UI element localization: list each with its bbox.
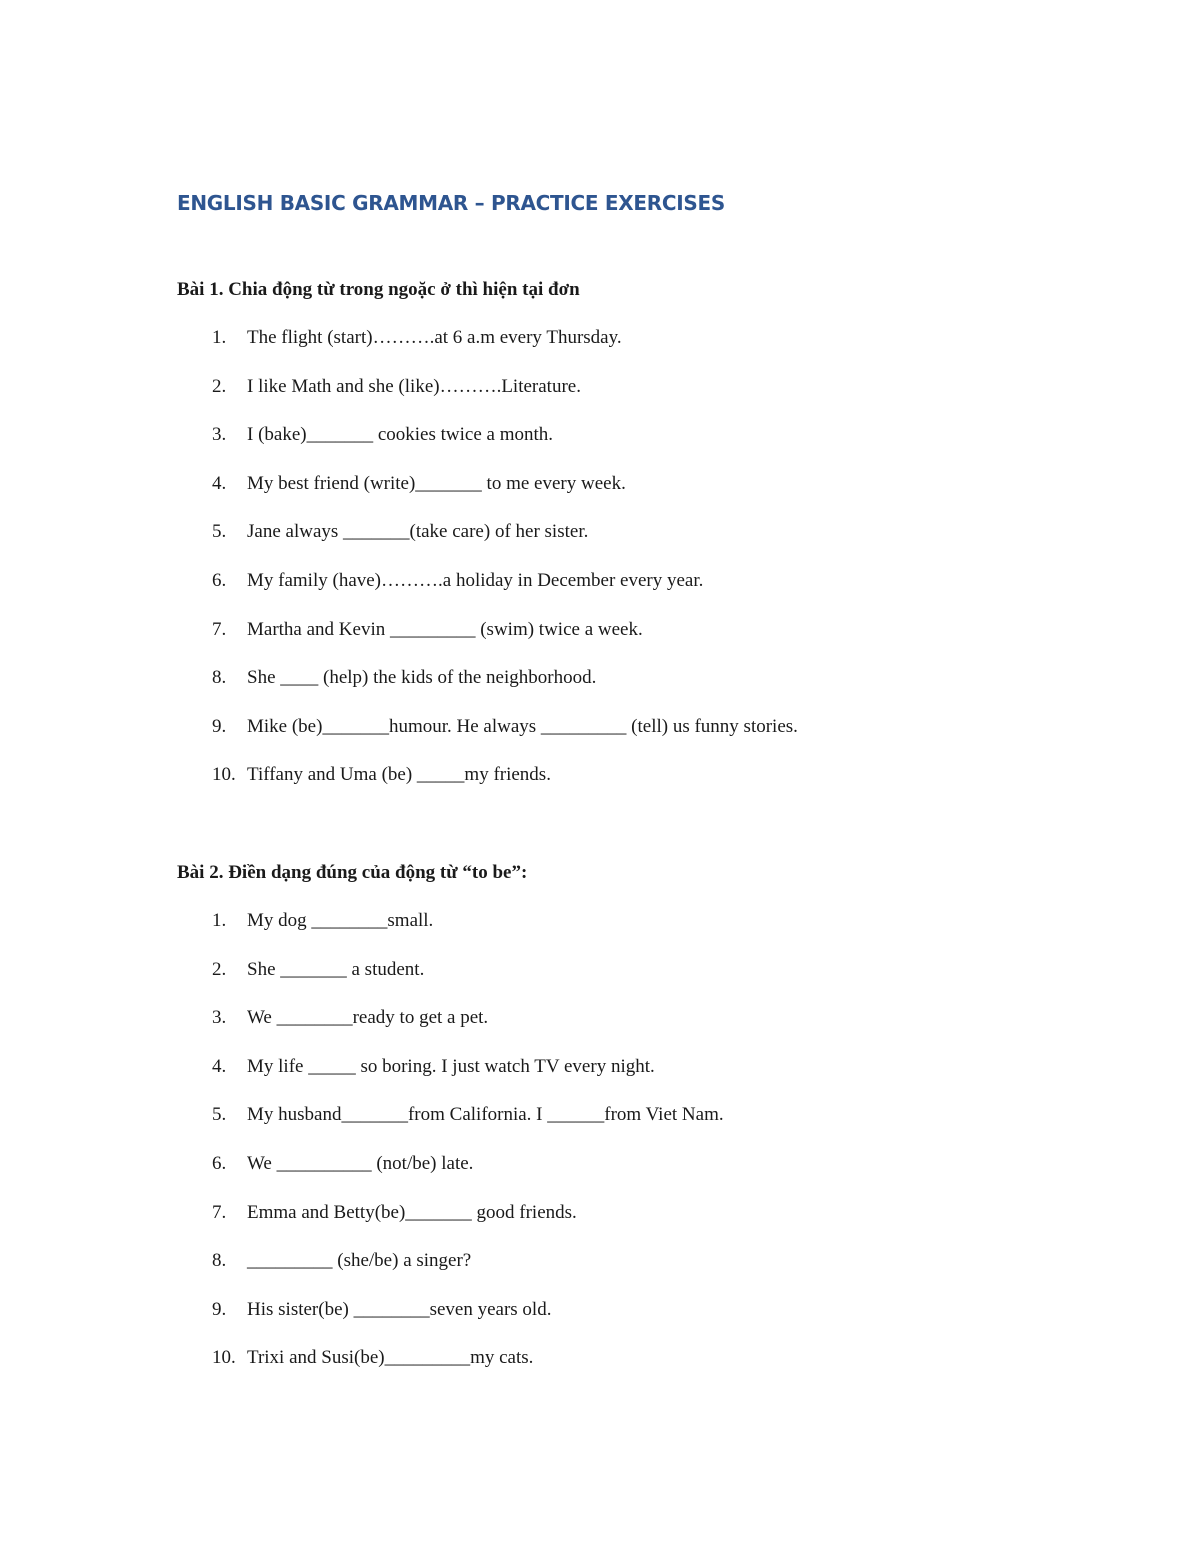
item-text: His sister(be) ________seven years old.: [247, 1298, 552, 1320]
item-number: 1.: [212, 910, 227, 931]
item-text: I like Math and she (like)……….Literature.: [247, 375, 581, 397]
exercise-2-item-4: [177, 1053, 1077, 1102]
item-text: She _______ a student.: [247, 958, 425, 980]
item-number: 9.: [212, 715, 227, 737]
item-text: I (bake)_______ cookies twice a month.: [247, 424, 554, 446]
item-text: We __________ (not/be) late.: [247, 1152, 474, 1174]
exercise-1-item-2: [177, 373, 1077, 422]
exercise-2-item-2: [177, 956, 1077, 1005]
item-text: My husband_______from California. I ______from Viet Nam.: [247, 1104, 724, 1126]
exercise-2-section: [177, 859, 1077, 1393]
item-text: Mike (be)_______humour. He always _________ (tell) us funny stories.: [247, 715, 798, 737]
item-text: Martha and Kevin _________ (swim) twice a week.: [247, 618, 643, 640]
exercise-1-item-6: [177, 567, 1077, 616]
item-text: We ________ready to get a pet.: [247, 1007, 489, 1029]
exercise-2-item-10: [177, 1344, 1077, 1393]
exercise-1-item-5: [177, 518, 1077, 567]
exercise-2-item-3: [177, 1004, 1077, 1053]
exercise-2-item-6: [177, 1150, 1077, 1199]
item-text: Trixi and Susi(be)_________my cats.: [247, 1347, 534, 1369]
item-text: My family (have)……….a holiday in December every year.: [247, 569, 704, 591]
exercise-2-item-8: [177, 1247, 1077, 1296]
exercise-1-heading: Bài 1. Chia động từ trong ngoặc ở thì hiện tại đơn: [177, 279, 580, 300]
item-text: Jane always _______(take care) of her sister.: [247, 521, 589, 543]
item-text: The flight (start)……….at 6 a.m every Thursday.: [247, 327, 622, 348]
exercise-1-item-7: [177, 616, 1077, 665]
item-number: 5.: [212, 521, 227, 543]
item-number: 4.: [212, 472, 227, 494]
exercise-2-item-7: [177, 1199, 1077, 1248]
item-text: She ____ (help) the kids of the neighborhood.: [247, 667, 597, 689]
item-text: My life _____ so boring. I just watch TV every night.: [247, 1055, 655, 1077]
exercise-2-item-5: [177, 1101, 1077, 1150]
item-number: 6.: [212, 569, 227, 591]
item-text: My best friend (write)_______ to me every week.: [247, 472, 626, 494]
item-number: 1.: [212, 327, 227, 348]
item-number: 5.: [212, 1104, 227, 1126]
item-number: 8.: [212, 667, 227, 689]
item-text: Tiffany and Uma (be) _____my friends.: [247, 764, 551, 786]
item-number: 3.: [212, 424, 227, 446]
item-number: 10.: [212, 764, 236, 786]
exercise-1-item-10: [177, 761, 1077, 810]
item-number: 9.: [212, 1298, 227, 1320]
exercise-1-item-3: [177, 421, 1077, 470]
exercise-1-item-9: [177, 713, 1077, 762]
item-text: My dog ________small.: [247, 910, 434, 931]
exercise-1-section: [177, 276, 1077, 810]
exercise-1-item-1: [177, 324, 1077, 373]
item-number: 7.: [212, 618, 227, 640]
item-number: 3.: [212, 1007, 227, 1029]
item-number: 7.: [212, 1201, 227, 1223]
item-number: 6.: [212, 1152, 227, 1174]
item-number: 8.: [212, 1250, 227, 1272]
exercise-2-item-9: [177, 1296, 1077, 1345]
item-number: 10.: [212, 1347, 236, 1369]
exercise-2-item-1: [177, 907, 1077, 956]
item-number: 2.: [212, 375, 227, 397]
item-number: 4.: [212, 1055, 227, 1077]
item-number: 2.: [212, 958, 227, 980]
item-text: _________ (she/be) a singer?: [247, 1250, 472, 1272]
exercise-1-item-4: [177, 470, 1077, 519]
item-text: Emma and Betty(be)_______ good friends.: [247, 1201, 577, 1223]
exercise-1-list: [177, 324, 1077, 810]
exercise-2-list: [177, 907, 1077, 1393]
exercise-2-heading: Bài 2. Điền dạng đúng của động từ “to be”:: [177, 862, 528, 883]
exercise-1-item-8: [177, 664, 1077, 713]
document-title: ENGLISH BASIC GRAMMAR – PRACTICE EXERCISES: [177, 191, 725, 215]
